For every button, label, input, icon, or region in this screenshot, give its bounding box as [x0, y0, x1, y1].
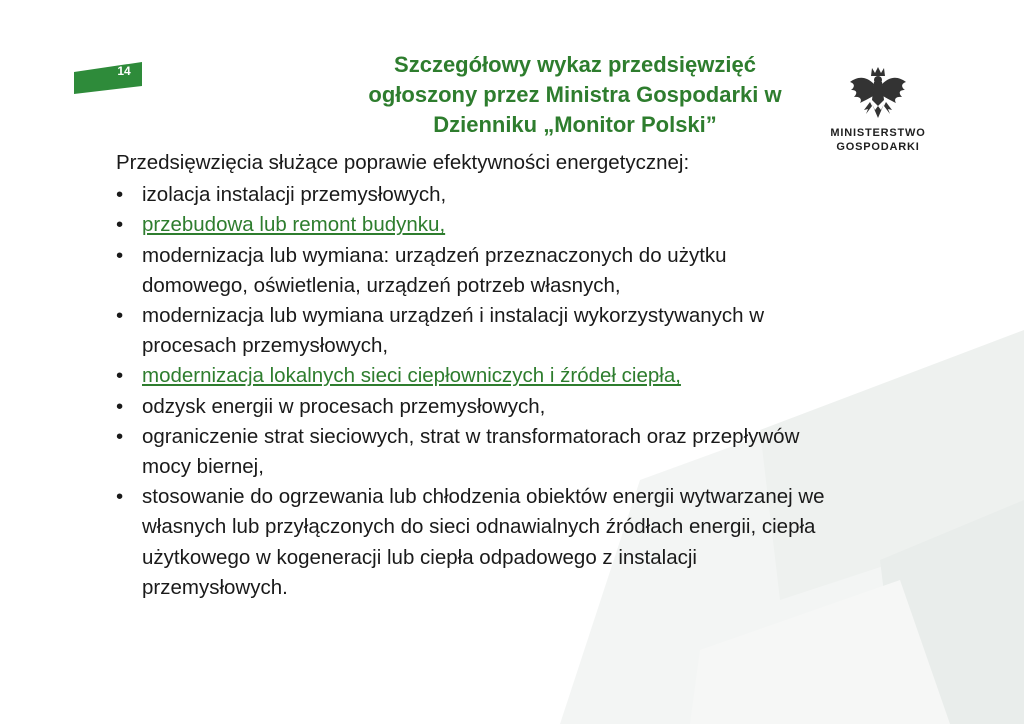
list-item [116, 301, 836, 361]
list-item-text: odzysk energii w procesach przemysłowych, [142, 394, 546, 418]
list-item-text: ograniczenie strat sieciowych, strat w transformatorach oraz przepływów mocy biernej, [142, 424, 800, 479]
list-item-link[interactable]: przebudowa lub remont budynku, [142, 213, 446, 237]
main-content [116, 148, 836, 603]
bullet-list [116, 180, 836, 603]
list-item [116, 422, 836, 482]
list-item [116, 482, 836, 603]
title-line: ogłoszony przez Ministra Gospodarki w [368, 82, 782, 107]
title-line: Szczegółowy wykaz przedsięwzięć [394, 52, 756, 77]
list-item-link[interactable]: modernizacja lokalnych sieci ciepłowniczych i źródeł ciepła, [142, 364, 681, 388]
intro-text: Przedsięwzięcia służące poprawie efektywności energetycznej: [116, 151, 690, 174]
list-item-text: stosowanie do ogrzewania lub chłodzenia obiektów energii wytwarzanej we własnych lub przyłączonych do sieci odnawialnych źródłach energii, ciepła użytkowego w kogeneracji lub ciepła odpadowego z instalacji przemysłowych. [142, 485, 825, 599]
logo-line-2: GOSPODARKI [836, 141, 920, 153]
list-item [116, 392, 836, 422]
page-number-tab [0, 0, 150, 100]
eagle-emblem-icon [848, 66, 908, 124]
list-item [116, 361, 836, 391]
logo-line-1: MINISTERSTWO [830, 127, 926, 139]
list-item-text: modernizacja lub wymiana urządzeń i instalacji wykorzystywanych w procesach przemysłowych, [142, 304, 765, 358]
list-item-text: modernizacja lub wymiana: urządzeń przeznaczonych do użytku domowego, oświetlenia, urządzeń potrzeb własnych, [142, 243, 727, 297]
title-line: Dzienniku „Monitor Polski” [433, 112, 717, 137]
list-item [116, 180, 836, 210]
logo-text [828, 126, 928, 154]
list-item [116, 210, 836, 240]
page-number: 14 [117, 64, 131, 78]
slide-title [330, 50, 820, 140]
ministry-logo [828, 66, 928, 154]
list-item [116, 241, 836, 301]
list-item-text: izolacja instalacji przemysłowych, [142, 183, 447, 207]
